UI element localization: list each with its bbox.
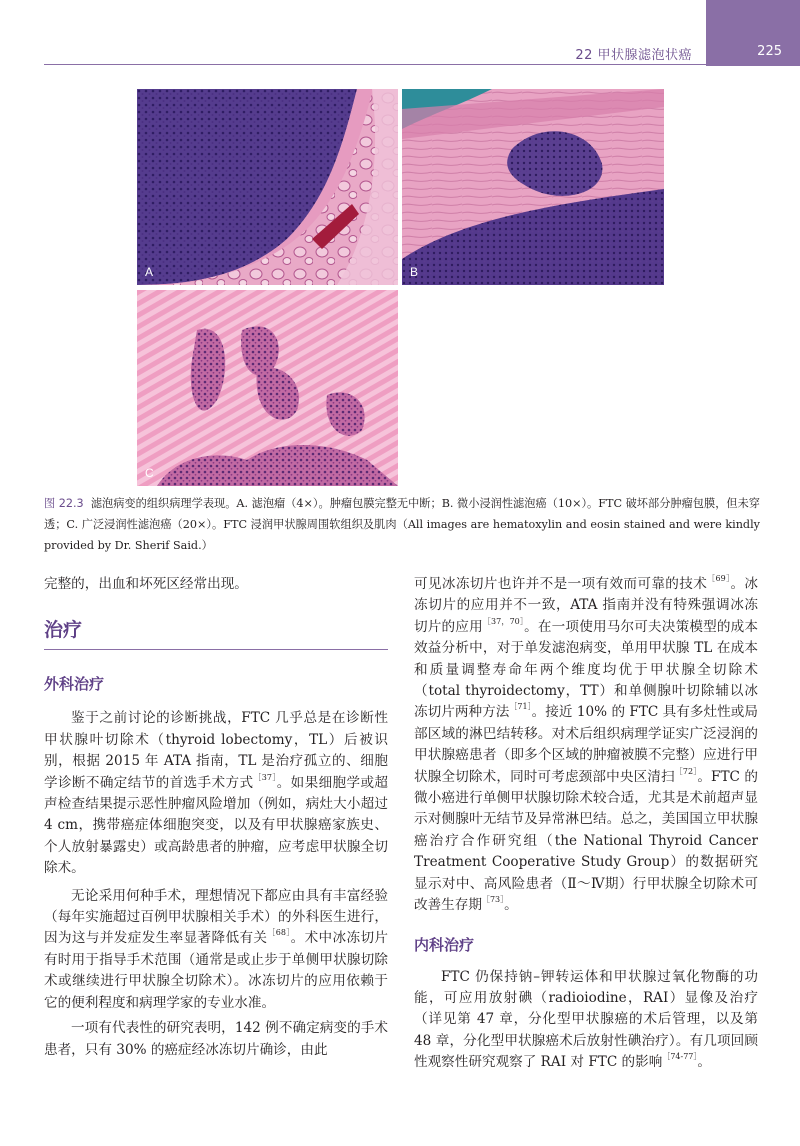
panel-label-b: B [410,265,419,279]
figure-panel-b [402,89,664,285]
heading-surgical-treatment: 外科治疗 [44,675,105,694]
paragraph-text: FTC 仍保持钠–钾转运体和甲状腺过氧化物酶的功能，可应用放射碘（radioiodine，RAI）显像及治疗（详见第 47 章，分化型甲状腺癌的术后管理，以及第 48 章，分化型甲状腺癌术后放射性碘治疗）。有几项回顾性观察性研究观察了 RAI 对 FTC 的影响 [414,968,758,1071]
heading-medical-treatment: 内科治疗 [414,935,475,954]
citation: ［37］ [253,772,277,782]
figure-caption [44,493,760,556]
figure-panel-c [137,290,398,486]
paragraph-text: 。冰冻切片的应用并不一致，ATA 指南并没有特殊强调冰冻切片的应用 [414,576,759,635]
header-rule [44,64,800,65]
paragraph-text: 。 [504,897,518,914]
paragraph-surgical-3: 一项有代表性的研究表明，142 例不确定病变的手术患者，只有 30% 的癌症经冰冻切片确诊，由此 [44,1020,388,1058]
citation: ［72］ [674,766,698,776]
paragraph-text: 。接近 10% 的 FTC 具有多灶性或局部区域的淋巴结转移。对术后组织病理学证实广泛浸润的甲状腺癌患者（即多个区域的肿瘤被膜不完整）应进行甲状腺全切除术，同时可考虑颈部中央区清扫 [414,704,759,785]
figure-panel-a [137,89,398,285]
citation: ［71］ [509,702,532,712]
citation: ［68］ [267,928,291,938]
citation: ［73］ [481,895,505,905]
figure-number: 图 22.3 [44,497,84,510]
histology-image-b [402,89,664,285]
heading-treatment: 治疗 [44,619,83,642]
citation: ［74-77］ [662,1052,698,1062]
panel-label-c: C [145,466,154,480]
histology-image-c [137,290,398,486]
left-column [44,574,388,1061]
page-number-tab [706,0,800,66]
citation: ［37，70］ [482,616,525,626]
citation: ［69］ [707,574,731,583]
paragraph-text: 无论采用何种手术，理想情况下都应由具有丰富经验（每年实施超过百例甲状腺相关手术）的外科医生进行，因为这与并发症发生率显著降低有关 [44,887,388,947]
paragraph-text: 。如果细胞学或超声检查结果提示恶性肿瘤风险增加（例如，病灶大小超过 4 cm，携带癌症体细胞突变，以及有甲状腺癌家族史、个人放射暴露史）或高龄患者的肿瘤，应考虑甲状腺全切除术。 [44,774,389,877]
panel-label-a: A [145,265,154,279]
figure-caption-text: 滤泡病变的组织病理学表现。A. 滤泡瘤（4×）。肿瘤包膜完整无中断；B. 微小浸润性滤泡癌（10×）。FTC 破坏部分肿瘤包膜，但未穿透；C. 广泛浸润性滤泡癌（20×）。FTC 浸润甲状腺周围软组织及肌肉（All images are hematoxylin and eosin stained and were kindly provided by Dr. Sherif Said.） [44,497,760,552]
paragraph-text: 。FTC 的微小癌进行单侧甲状腺切除术较合适，尤其是术前超声显示对侧腺叶无结节及异常淋巴结。总之，美国国立甲状腺癌治疗合作研究组（the National Thyroid Cancer Treatment Cooperative Study Group）的数据研究显示对中、高风险患者（Ⅱ～Ⅳ期）行甲状腺全切除术可改善生存期 [414,768,758,914]
page-header [0,0,800,66]
heading-rule [44,649,388,650]
paragraph-surgical-1 [44,708,388,879]
intro-line: 完整的，出血和坏死区经常出现。 [44,576,248,592]
paragraph-text: 。 [697,1054,711,1071]
chapter-title: 22 甲状腺滤泡状癌 [575,48,692,63]
paragraph-text: 可见冰冻切片也许并不是一项有效而可靠的技术 [414,576,708,592]
paragraph-text: 鉴于之前讨论的诊断挑战，FTC 几乎总是在诊断性甲状腺叶切除术（thyroid lobectomy，TL）后被识别，根据 2015 年 ATA 指南，TL 是治疗孤立的、细胞学诊断不确定结节的首选手术方式 [44,710,388,791]
paragraph-surgical-2 [44,886,388,1014]
histology-image-a [137,89,398,285]
paragraph-medical [414,967,758,1074]
paragraph-text: 。术中冰冻切片有时用于指导手术范围（通常是或止步于单侧甲状腺切除术或继续进行甲状腺全切除术）。冰冻切片的应用依赖于它的便利程度和病理学家的专业水准。 [44,930,388,1011]
paragraph-text: 。在一项使用马尔可夫决策模型的成本效益分析中，对于单发滤泡病变，单用甲状腺 TL 在成本和质量调整寿命年两个维度均优于甲状腺全切除术（total thyroidectomy，TT）和单侧腺叶切除辅以冰冻切片两种方法 [414,618,759,721]
paragraph-frozen-section [414,574,758,917]
right-column [414,574,758,1074]
page-number: 225 [757,44,782,59]
